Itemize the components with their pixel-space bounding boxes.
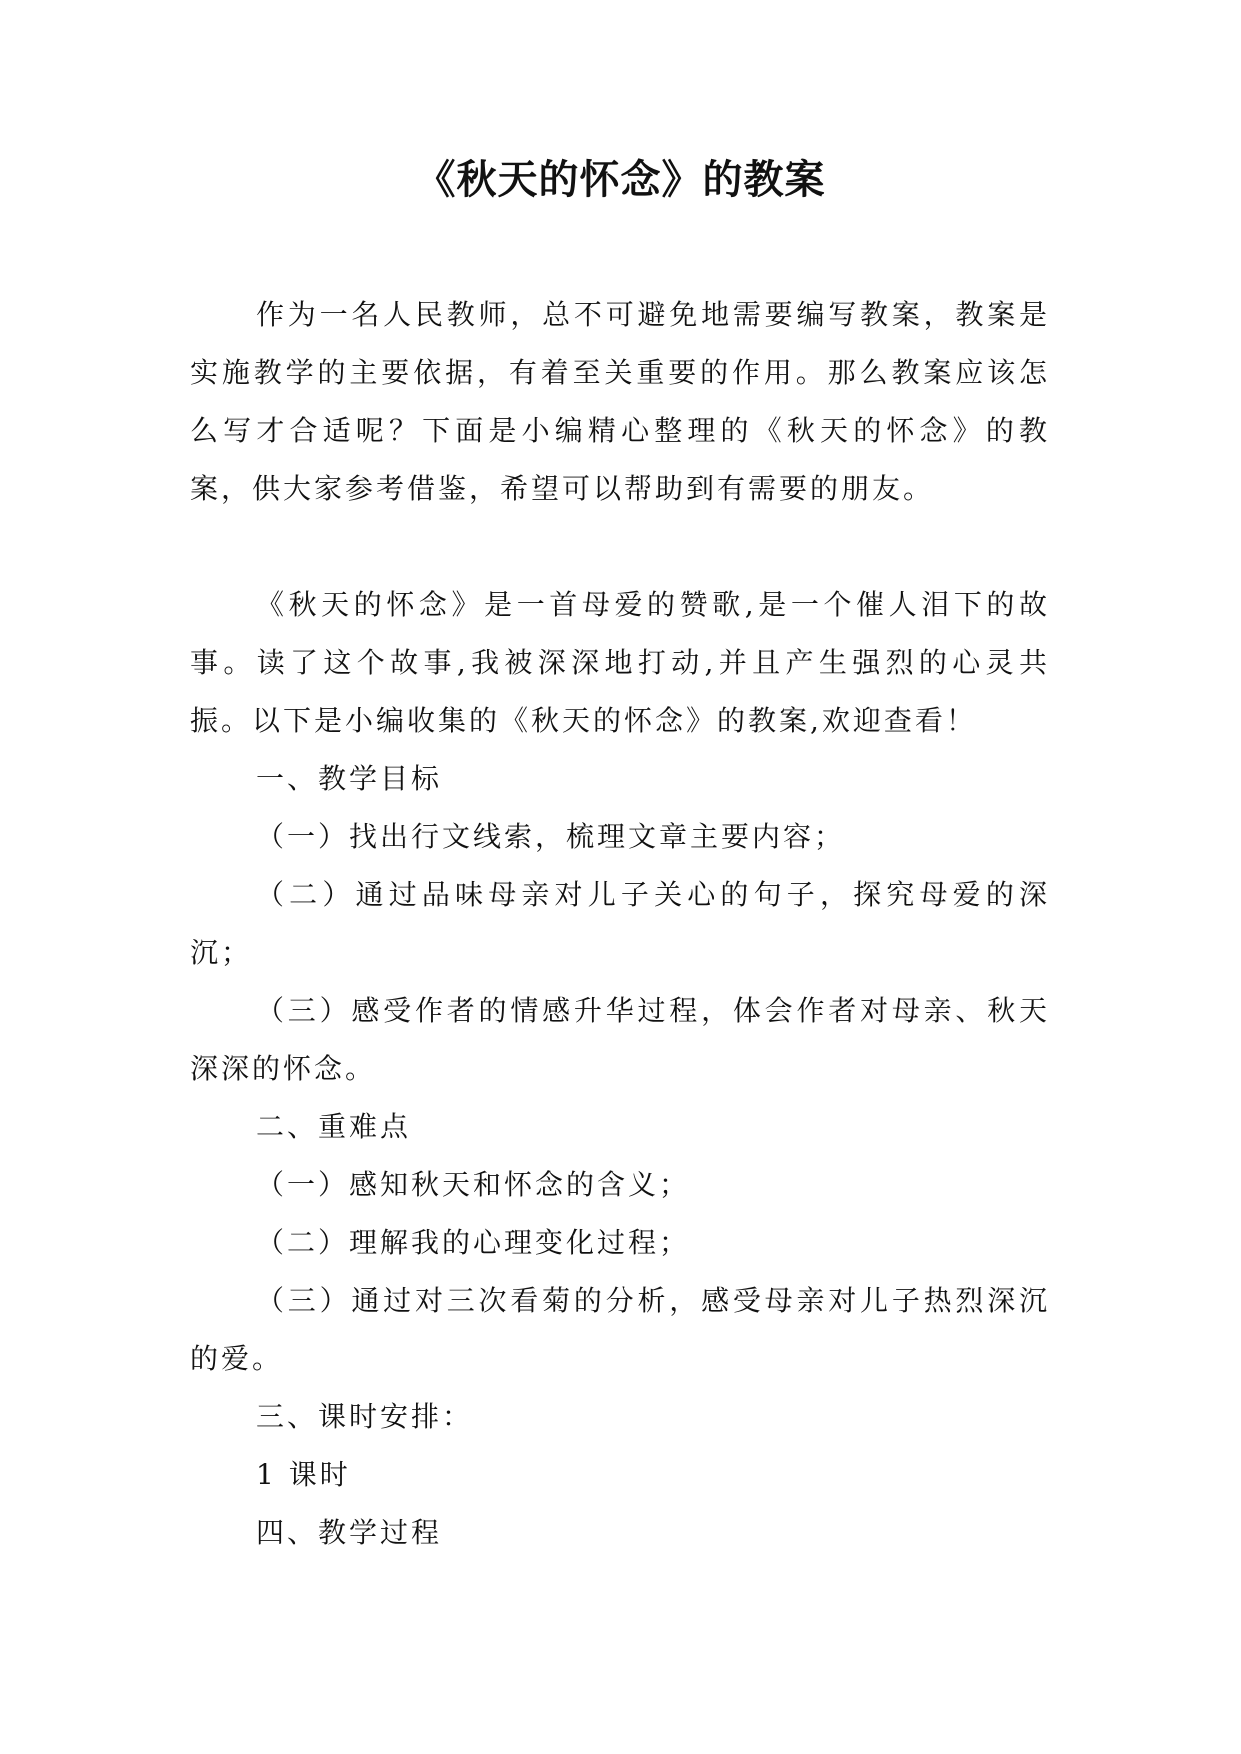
document-title: 《秋天的怀念》的教案 bbox=[415, 157, 826, 203]
section-heading-key-points: 二、重难点 bbox=[256, 1110, 412, 1143]
key-point-item-3: （三）通过对三次看菊的分析，感受母亲对儿子热烈深沉的爱。 bbox=[190, 1284, 1050, 1375]
section-heading-process: 四、教学过程 bbox=[256, 1516, 443, 1549]
schedule-value: 1 课时 bbox=[256, 1458, 351, 1491]
section-heading-schedule: 三、课时安排： bbox=[256, 1400, 474, 1433]
objective-item-3: （三）感受作者的情感升华过程，体会作者对母亲、秋天深深的怀念。 bbox=[190, 994, 1050, 1085]
paragraph-gap bbox=[190, 518, 1050, 576]
key-point-item-2: （二）理解我的心理变化过程； bbox=[256, 1226, 691, 1259]
summary-paragraph: 《秋天的怀念》是一首母爱的赞歌,是一个催人泪下的故事。读了这个故事,我被深深地打动,并且产生强烈的心灵共振。以下是小编收集的《秋天的怀念》的教案,欢迎查看！ bbox=[190, 588, 1050, 737]
document-body bbox=[190, 286, 1050, 1562]
objective-item-2: （二）通过品味母亲对儿子关心的句子，探究母爱的深沉； bbox=[190, 878, 1050, 969]
key-point-item-1: （一）感知秋天和怀念的含义； bbox=[256, 1168, 691, 1201]
intro-paragraph: 作为一名人民教师，总不可避免地需要编写教案，教案是实施教学的主要依据，有着至关重要的作用。那么教案应该怎么写才合适呢？下面是小编精心整理的《秋天的怀念》的教案，供大家参考借鉴，希望可以帮助到有需要的朋友。 bbox=[190, 298, 1050, 505]
objective-item-1: （一）找出行文线索，梳理文章主要内容； bbox=[256, 820, 846, 853]
section-heading-objectives: 一、教学目标 bbox=[256, 762, 443, 795]
